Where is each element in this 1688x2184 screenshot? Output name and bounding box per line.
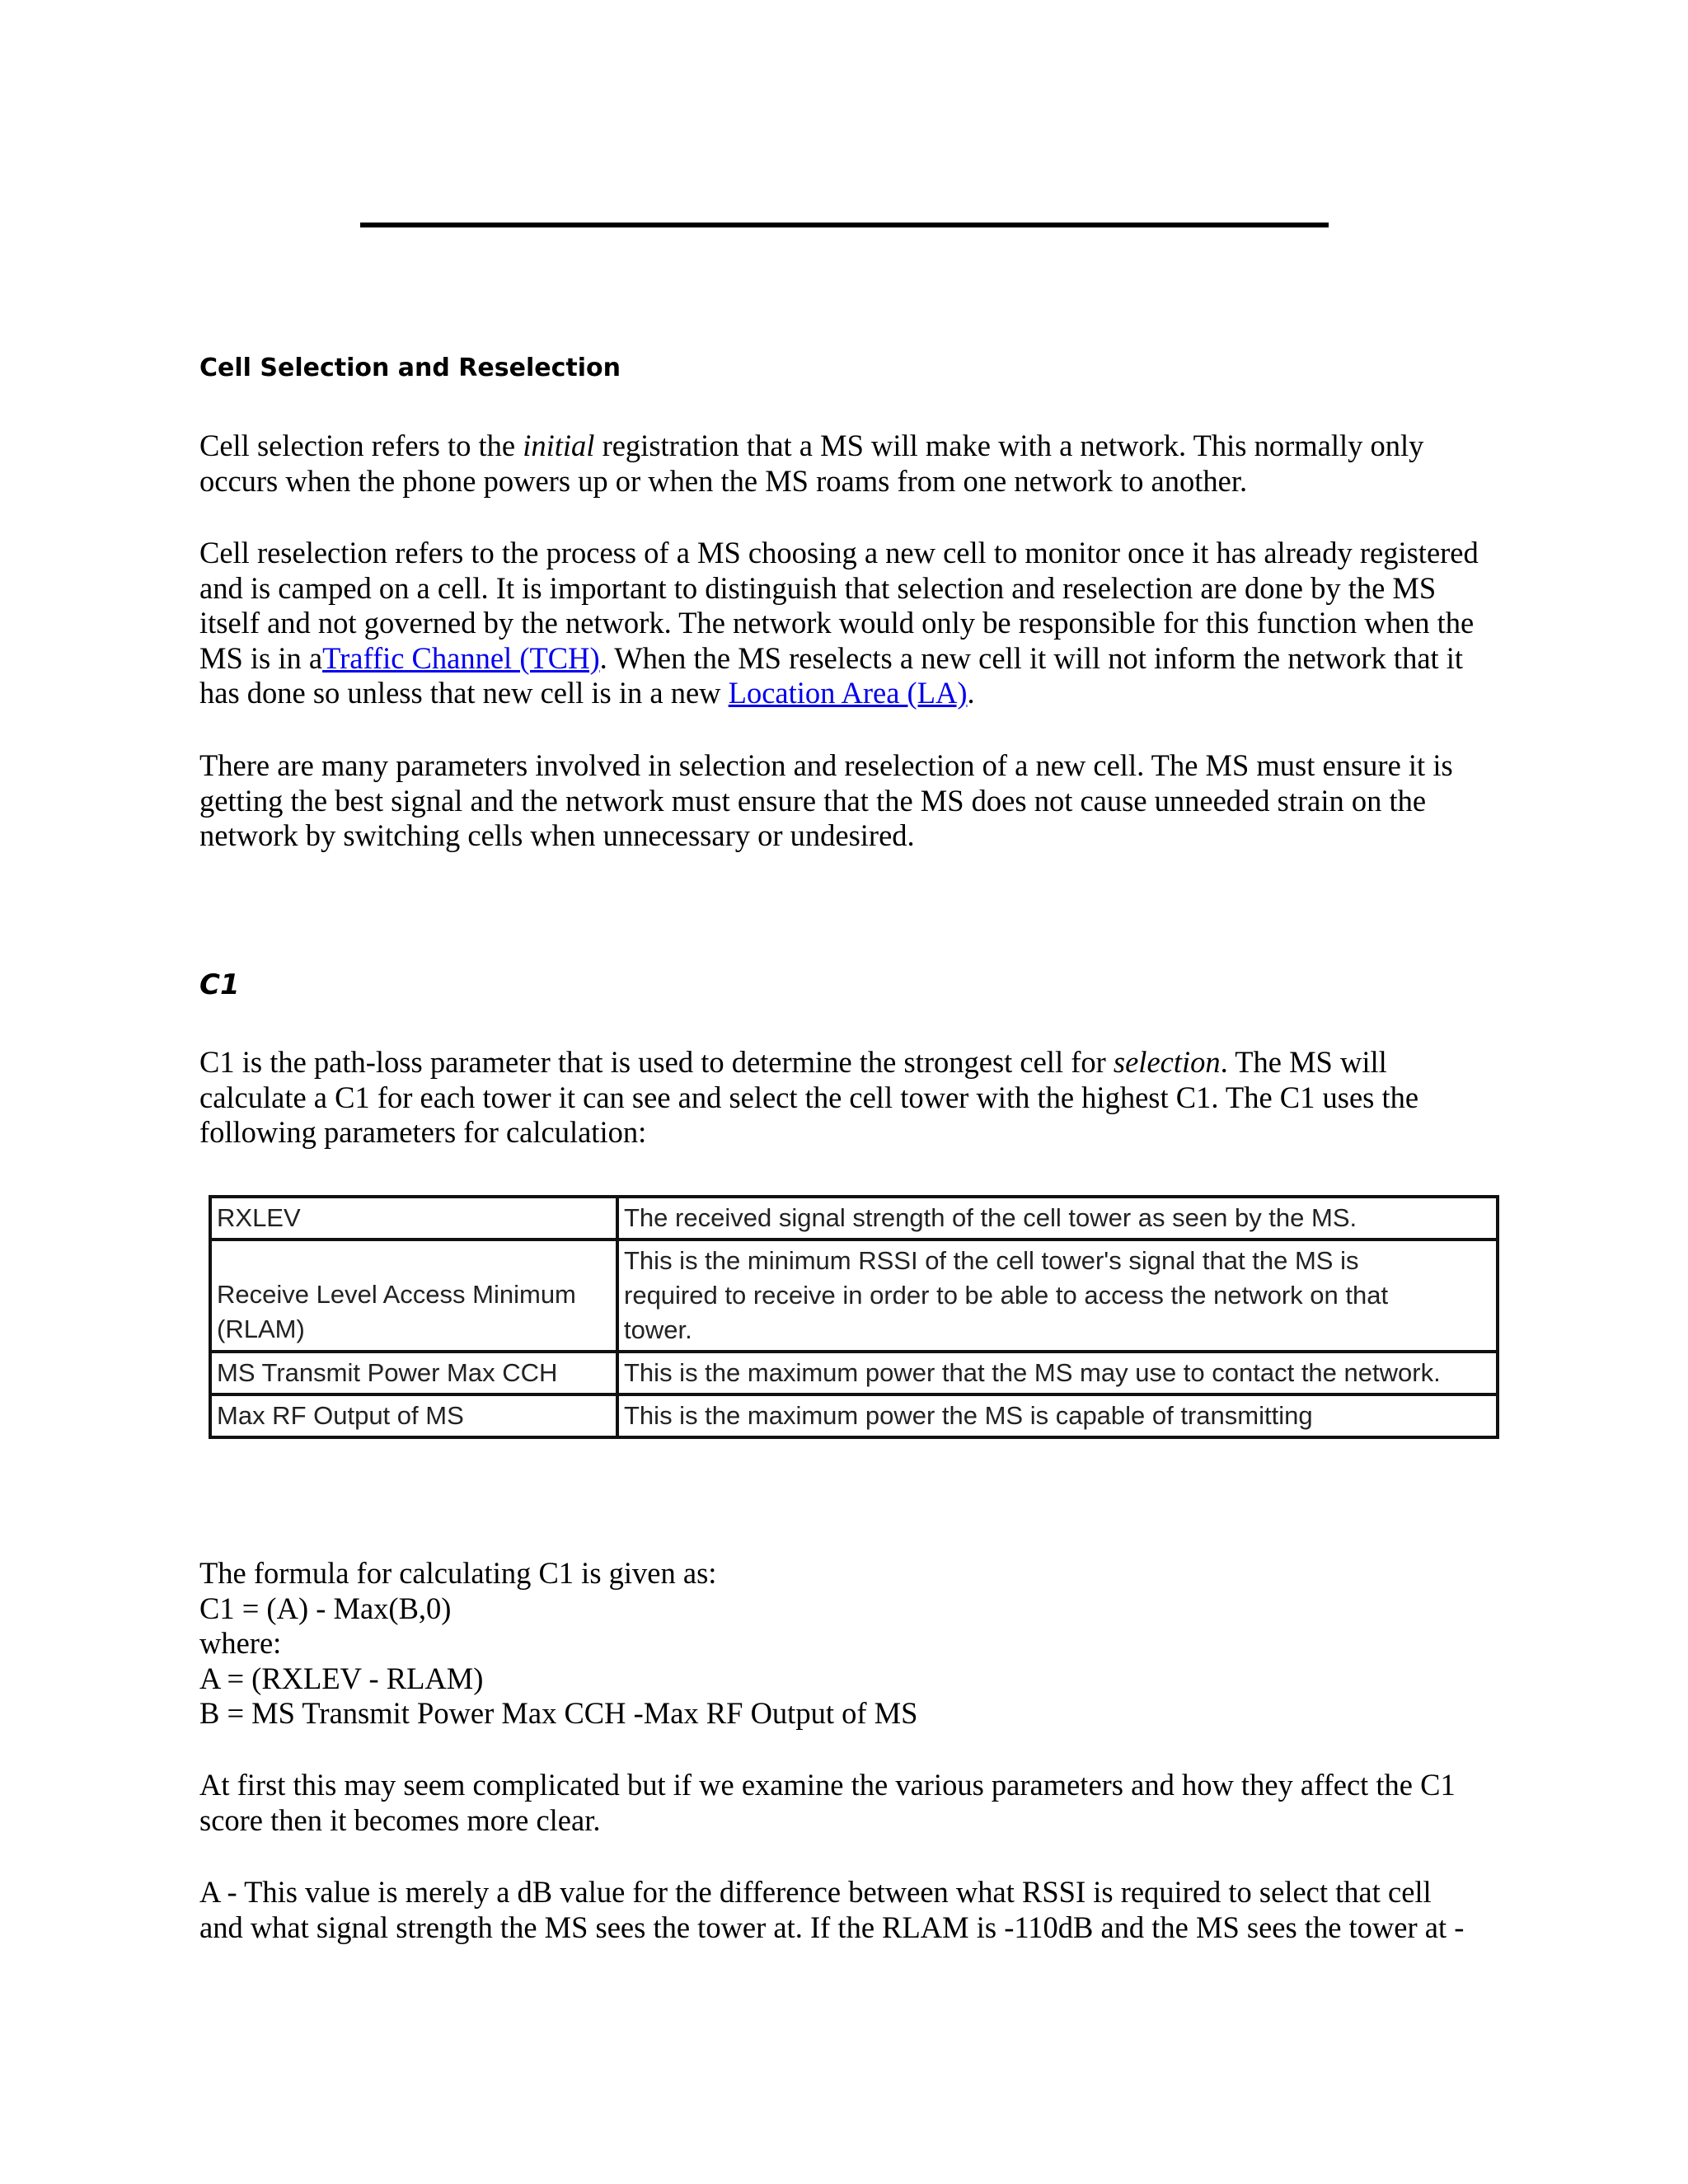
complicated-line-1: At first this may seem complicated but if we examine the various parameters and how they affect the C1: [199, 1768, 1456, 1802]
param-name-cell: MS Transmit Power Max CCH: [210, 1352, 617, 1394]
c1-heading: C1: [199, 968, 240, 1001]
c1-parameter-table: [209, 1195, 1499, 1439]
a-value-line-2: and what signal strength the MS sees the tower at. If the RLAM is -110dB and the MS sees the tower at -: [199, 1910, 1465, 1944]
reselection-line-4: MS is in aTraffic Channel (TCH). When the MS reselects a new cell it will not inform the network that it: [199, 640, 1464, 675]
location-area-link[interactable]: Location Area (LA): [728, 676, 968, 710]
param-name-cell: RXLEV: [210, 1197, 617, 1240]
emphasis-initial: initial: [523, 429, 595, 462]
parameters-line-3: network by switching cells when unnecessary or undesired.: [199, 818, 915, 852]
complicated-paragraph: [199, 1768, 1502, 1838]
emphasis-selection: selection: [1113, 1045, 1221, 1079]
param-desc-cell: This is the minimum RSSI of the cell tower's signal that the MS is required to receive in order to be able to access the network on that tower.: [617, 1240, 1498, 1352]
a-value-line-1: A - This value is merely a dB value for the difference between what RSSI is required to select that cell: [199, 1875, 1432, 1909]
traffic-channel-link[interactable]: Traffic Channel (TCH): [322, 640, 600, 675]
intro-line-2: occurs when the phone powers up or when the MS roams from one network to another.: [199, 463, 1248, 498]
c1-intro-paragraph: [199, 1045, 1502, 1151]
formula-line-2: C1 = (A) - Max(B,0): [199, 1591, 452, 1625]
table-row: [210, 1197, 1498, 1240]
table-row: [210, 1352, 1498, 1394]
parameters-line-2: getting the best signal and the network must ensure that the MS does not cause unneeded strain on the: [199, 783, 1427, 818]
param-name-cell: Max RF Output of MS: [210, 1394, 617, 1437]
a-value-paragraph: [199, 1875, 1502, 1945]
section-title: Cell Selection and Reselection: [199, 354, 621, 382]
formula-block: [199, 1556, 1502, 1732]
param-name-cell: Receive Level Access Minimum (RLAM): [210, 1240, 617, 1352]
reselection-line-5: has done so unless that new cell is in a new Location Area (LA).: [199, 676, 975, 710]
c1-intro-line-3: following parameters for calculation:: [199, 1115, 647, 1149]
param-desc-cell: This is the maximum power the MS is capable of transmitting: [617, 1394, 1498, 1437]
param-desc-cell: The received signal strength of the cell tower as seen by the MS.: [617, 1197, 1498, 1240]
reselection-line-2: and is camped on a cell. It is important to distinguish that selection and reselection are done by the MS: [199, 570, 1437, 605]
reselection-paragraph: [199, 536, 1502, 711]
formula-line-5: B = MS Transmit Power Max CCH -Max RF Output of MS: [199, 1696, 918, 1730]
reselection-line-1: Cell reselection refers to the process of a MS choosing a new cell to monitor once it has already registered: [199, 536, 1479, 569]
reselection-line-3: itself and not governed by the network. The network would only be responsible for this function when the: [199, 606, 1475, 640]
intro-line-1: Cell selection refers to the initial registration that a MS will make with a network. This normally only: [199, 429, 1424, 462]
table-row: [210, 1240, 1498, 1352]
c1-intro-line-1: C1 is the path-loss parameter that is used to determine the strongest cell for selection. The MS will: [199, 1045, 1387, 1079]
table-row: [210, 1394, 1498, 1437]
formula-line-4: A = (RXLEV - RLAM): [199, 1661, 484, 1695]
formula-line-3: where:: [199, 1626, 282, 1660]
parameters-paragraph: [199, 748, 1502, 854]
formula-line-1: The formula for calculating C1 is given as:: [199, 1556, 717, 1590]
c1-intro-line-2: calculate a C1 for each tower it can see and select the cell tower with the highest C1. The C1 uses the: [199, 1080, 1419, 1114]
parameters-line-1: There are many parameters involved in selection and reselection of a new cell. The MS must ensure it is: [199, 748, 1453, 782]
param-desc-cell: This is the maximum power that the MS may use to contact the network.: [617, 1352, 1498, 1394]
top-horizontal-rule: [360, 223, 1329, 227]
complicated-line-2: score then it becomes more clear.: [199, 1802, 601, 1837]
intro-paragraph: [199, 429, 1502, 499]
